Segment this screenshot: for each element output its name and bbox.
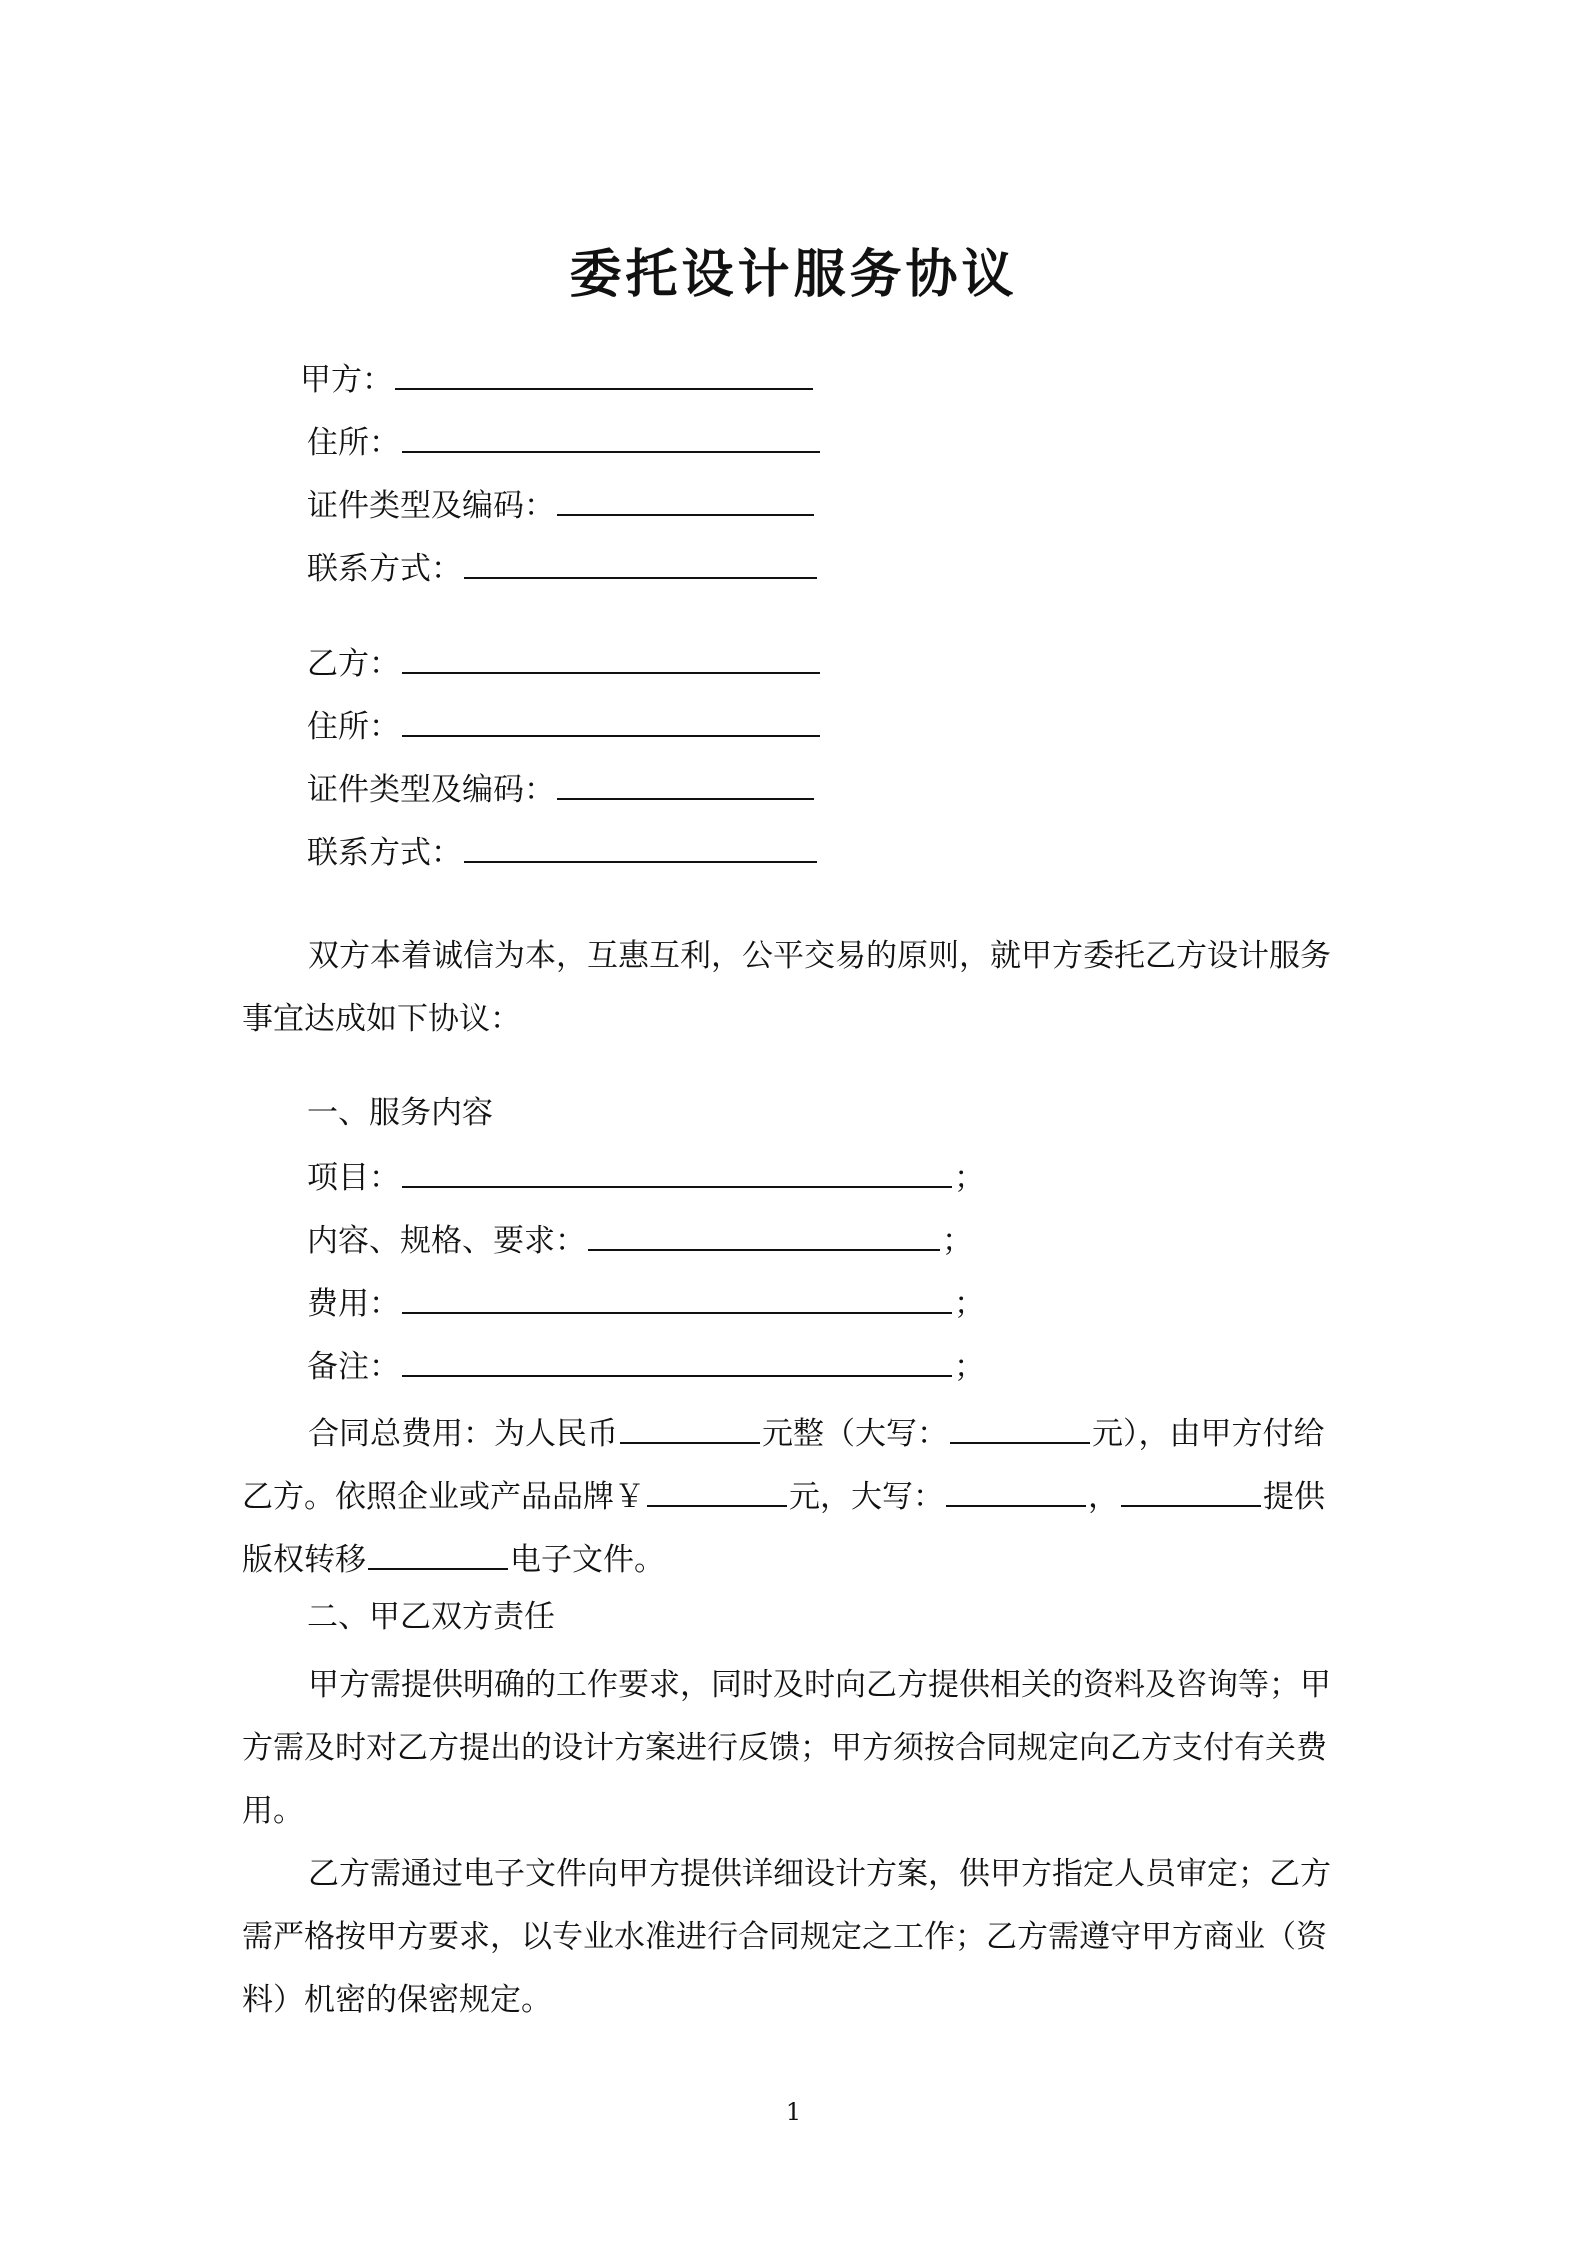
- party-a-name-line: [300, 358, 815, 400]
- party-a-address-line: [307, 421, 822, 463]
- content-blank: [588, 1219, 940, 1251]
- page-title: 委托设计服务协议: [569, 244, 1018, 305]
- total-text-2: 元整（大写：: [762, 1416, 948, 1452]
- total-text-9: 电子文件。: [510, 1542, 665, 1578]
- remark-semicolon: ；: [954, 1349, 985, 1385]
- party-a-id-blank: [557, 484, 814, 516]
- item-blank: [402, 1156, 952, 1188]
- content-label: 内容、规格、要求：: [307, 1223, 586, 1259]
- brand-capital-blank: [946, 1475, 1086, 1507]
- party-b-id-label: 证件类型及编码：: [307, 772, 555, 808]
- intro-paragraph: [242, 925, 1357, 1051]
- total-text-3: 元），由甲方付给: [1092, 1416, 1325, 1452]
- item-label: 项目：: [307, 1160, 400, 1196]
- content-semicolon: ；: [942, 1223, 973, 1259]
- party-a-contact-label: 联系方式：: [307, 551, 462, 587]
- total-text-5: 元，大写：: [789, 1479, 944, 1515]
- section2-heading: 二、甲乙双方责任: [307, 1599, 555, 1635]
- party-b-contact-blank: [464, 831, 817, 863]
- content-line: [307, 1219, 973, 1261]
- party-b-contact-line: [307, 831, 819, 873]
- party-a-address-blank: [402, 421, 820, 453]
- copyright-blank: [368, 1538, 508, 1570]
- party-b-name-blank: [402, 642, 820, 674]
- total-text-8: 版权转移: [242, 1542, 366, 1578]
- party-a-name-label: 甲方：: [300, 362, 393, 398]
- fee-semicolon: ；: [954, 1286, 985, 1322]
- total-capital-blank: [950, 1412, 1090, 1444]
- fee-label: 费用：: [307, 1286, 400, 1322]
- party-b-name-label: 乙方：: [307, 646, 400, 682]
- fee-line: [307, 1282, 985, 1324]
- party-a-contact-line: [307, 547, 819, 589]
- party-b-duties-paragraph: [242, 1843, 1357, 2032]
- brand-amount-blank: [647, 1475, 787, 1507]
- brand-item-blank: [1121, 1475, 1261, 1507]
- party-b-address-label: 住所：: [307, 709, 400, 745]
- party-a-id-line: [307, 484, 816, 526]
- total-amount-blank: [620, 1412, 760, 1444]
- party-a-contact-blank: [464, 547, 817, 579]
- remark-label: 备注：: [307, 1349, 400, 1385]
- party-b-contact-label: 联系方式：: [307, 835, 462, 871]
- page-number: 1: [785, 2098, 802, 2126]
- total-text-1: 合同总费用：为人民币: [308, 1416, 618, 1452]
- party-b-name-line: [307, 642, 822, 684]
- remark-blank: [402, 1345, 952, 1377]
- party-b-address-blank: [402, 705, 820, 737]
- section1-heading: 一、服务内容: [307, 1095, 493, 1131]
- total-text-7: 提供: [1263, 1479, 1325, 1515]
- intro-text: 双方本着诚信为本，互惠互利，公平交易的原则，就甲方委托乙方设计服务事宜达成如下协议：: [242, 938, 1331, 1037]
- party-b-id-blank: [557, 768, 814, 800]
- party-b-id-line: [307, 768, 816, 810]
- party-a-duties-text: 甲方需提供明确的工作要求，同时及时向乙方提供相关的资料及咨询等；甲方需及时对乙方提出的设计方案进行反馈；甲方须按合同规定向乙方支付有关费用。: [242, 1667, 1331, 1829]
- remark-line: [307, 1345, 985, 1387]
- total-fee-paragraph: [242, 1403, 1357, 1592]
- total-text-6: ，: [1088, 1479, 1119, 1515]
- party-a-id-label: 证件类型及编码：: [307, 488, 555, 524]
- party-b-address-line: [307, 705, 822, 747]
- fee-blank: [402, 1282, 952, 1314]
- item-semicolon: ；: [954, 1160, 985, 1196]
- party-a-duties-paragraph: [242, 1654, 1357, 1843]
- party-a-address-label: 住所：: [307, 425, 400, 461]
- item-line: [307, 1156, 985, 1198]
- party-b-duties-text: 乙方需通过电子文件向甲方提供详细设计方案，供甲方指定人员审定；乙方需严格按甲方要求，以专业水准进行合同规定之工作；乙方需遵守甲方商业（资料）机密的保密规定。: [242, 1856, 1331, 2018]
- total-text-4: 乙方。依照企业或产品品牌￥: [242, 1479, 645, 1515]
- party-a-name-blank: [395, 358, 813, 390]
